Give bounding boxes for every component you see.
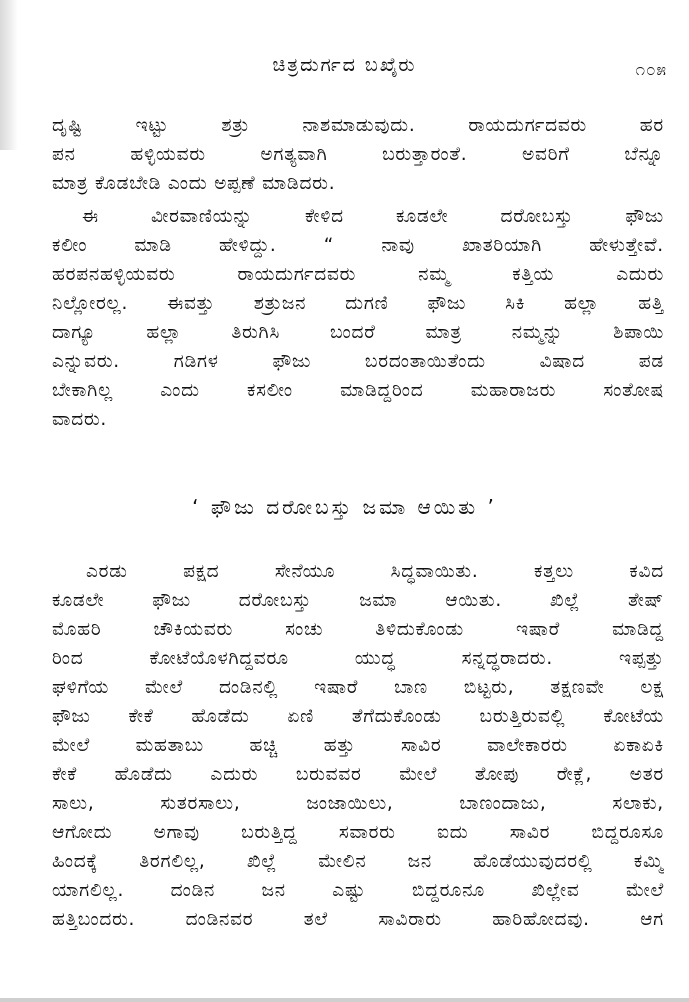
page-header — [0, 50, 689, 84]
text-line: ಕಲೀಂ ಮಾಡಿ ಹೇಳಿದ್ದು. “ ನಾವು ಖಾತರಿಯಾಗಿ ಹೇಳುತ್ತೇವೆ. — [52, 235, 664, 256]
running-title: ಚಿತ್ರದುರ್ಗದ ಬಖೈರು — [272, 54, 417, 76]
text-line: ಮೇಲೆ ಮಹತಾಬು ಹಚ್ಚಿ ಹತ್ತು ಸಾವಿರ ವಾಲೇಕಾರರು ಏಕಾಏಕಿ — [52, 735, 664, 756]
text-line: ಹತ್ತಿಬಂದರು. ದಂಡಿನವರ ತಲೆ ಸಾವಿರಾರು ಹಾರಿಹೋದವು. ಆಗ — [52, 909, 664, 930]
text-line: ವಾದರು. — [52, 409, 108, 430]
text-line: ಮೊಹರಿ ಚೌಕಿಯವರು ಸಂಚು ತಿಳಿದುಕೊಂಡು ಇಷಾರೆ ಮಾಡಿದ್ದ — [52, 619, 664, 640]
text-line: ಈ ವೀರವಾಣಿಯನ್ನು ಕೇಳಿದ ಕೂಡಲೇ ದರೋಬಸ್ತು ಫೌಜು — [82, 206, 664, 227]
text-line: ಬೇಕಾಗಿಲ್ಲ ಎಂದು ಕಸಲೀಂ ಮಾಡಿದ್ದರಿಂದ ಮಹಾರಾಜರು ಸಂತೋಷ — [52, 380, 664, 401]
paragraph-2 — [52, 202, 664, 434]
section-heading: ‘ ಫೌಜು ದರೋಬಸ್ತು ಜಮಾ ಆಯಿತು ’ — [192, 495, 497, 519]
text-line: ಎರಡು ಪಕ್ಷದ ಸೇನೆಯೂ ಸಿದ್ಧವಾಯಿತು. ಕತ್ತಲು ಕವಿದ — [86, 561, 664, 582]
paragraph-3 — [52, 557, 664, 934]
page-bottom-edge — [0, 998, 689, 1002]
text-line: ಮಾತ್ರ ಕೊಡಬೇಡಿ ಎಂದು ಅಪ್ಪಣೆ ಮಾಡಿದರು. — [52, 173, 336, 194]
text-line: ನಿಲ್ಲೋರಲ್ಲ. ಈವತ್ತು ಶತ್ರುಜನ ದುಗಣಿ ಫೌಜು ಸಿಕಿ ಹಲ್ಲಾ ಹತ್ತಿ — [52, 293, 664, 314]
text-line: ದಾಗ್ಯೂ ಹಲ್ಲಾ ತಿರುಗಿಸಿ ಬಂದರೆ ಮಾತ್ರ ನಮ್ಮನ್ನು ಶಿಪಾಯಿ — [52, 322, 664, 343]
text-line: ಎನ್ನುವರು. ಗಡಿಗಳ ಫೌಜು ಬರದಂತಾಯಿತೆಂದು ವಿಷಾದ ಪಡ — [52, 351, 664, 372]
text-line: ಫೌಜು ಕೇಕೆ ಹೊಡೆದು ಏಣಿ ತೆಗೆದುಕೊಂಡು ಬರುತ್ತಿರುವಲ್ಲಿ ಕೋಟೆಯ — [52, 706, 664, 727]
page-number: ೧೦೫ — [635, 60, 667, 80]
text-line: ದೃಷ್ಟಿ ಇಟ್ಟು ಶತ್ರು ನಾಶಮಾಡುವುದು. ರಾಯದುರ್ಗದವರು ಹರ — [52, 115, 664, 136]
paragraph-1 — [52, 111, 664, 198]
text-line: ಪನ ಹಳ್ಳಿಯವರು ಅಗತ್ಯವಾಗಿ ಬರುತ್ತಾರಂತೆ. ಅವರಿಗೆ ಬೆನ್ನೂ — [52, 144, 664, 165]
text-line: ಹಿಂದಕ್ಕೆ ತಿರಗಲಿಲ್ಲ, ಖಿಲ್ಲೆ ಮೇಲಿನ ಜನ ಹೊಡೆಯುವುದರಲ್ಲಿ ಕಮ್ಮಿ — [52, 851, 664, 872]
text-line: ರಿಂದ ಕೋಟೆಯೊಳಗಿದ್ದವರೂ ಯುದ್ಧ ಸನ್ನದ್ಧರಾದರು. ಇಪ್ಪತ್ತು — [52, 648, 664, 669]
text-line: ಹರಪನಹಳ್ಳಿಯವರು ರಾಯದುರ್ಗದವರು ನಮ್ಮ ಕತ್ತಿಯ ಎದುರು — [52, 264, 664, 285]
text-line: ಯಾಗಲಿಲ್ಲ. ದಂಡಿನ ಜನ ಎಷ್ಟು ಬಿದ್ದರೂನೂ ಖಿಲ್ಲೇವ ಮೇಲೆ — [52, 880, 664, 901]
text-line: ಘಳಿಗೆಯ ಮೇಲೆ ದಂಡಿನಲ್ಲಿ ಇಷಾರೆ ಬಾಣ ಬಿಟ್ಟರು, ತಕ್ಷಣವೇ ಲಕ್ಷ — [52, 677, 664, 698]
text-line: ಕೂಡಲೇ ಫೌಜು ದರೋಬಸ್ತು ಜಮಾ ಆಯಿತು. ಖಿಲ್ಲೆ ತೇಷ್ — [52, 590, 664, 611]
text-line: ಕೇಕೆ ಹೊಡೆದು ಎದುರು ಬರುವವರ ಮೇಲೆ ತೋಪು ರೇಕ್ಲೆ, ಅತರ — [52, 764, 664, 785]
text-line: ಸಾಲು, ಸುತರಸಾಲು, ಜಂಜಾಯಿಲು, ಬಾಣಂದಾಜು, ಸಲಾಕು, — [52, 793, 664, 814]
text-line: ಆಗೋದು ಅಗಾವು ಬರುತ್ತಿದ್ದ ಸವಾರರು ಐದು ಸಾವಿರ ಬಿದ್ದರೂಸೂ — [52, 822, 664, 843]
